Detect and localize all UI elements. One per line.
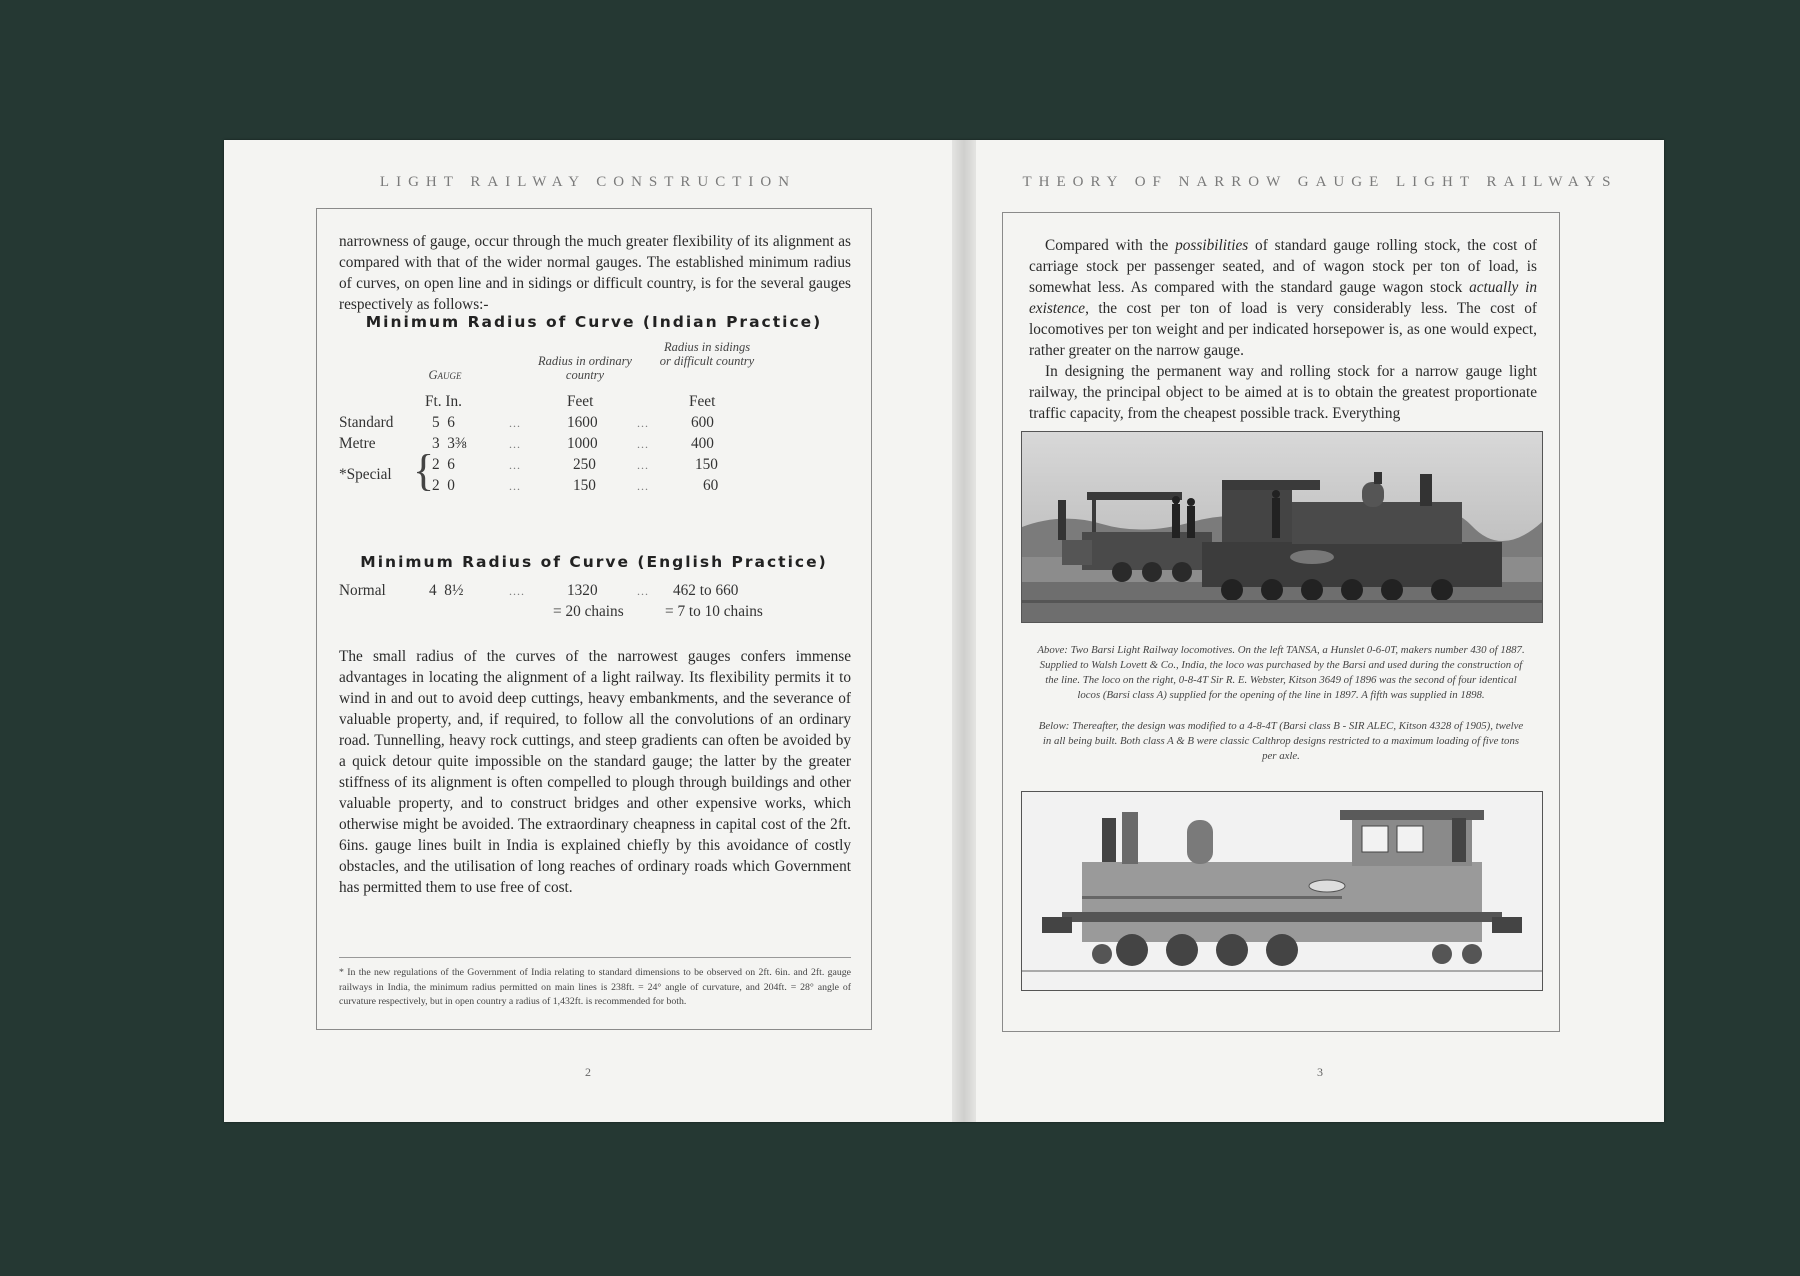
running-head-left: LIGHT RAILWAY CONSTRUCTION (379, 174, 797, 190)
english-table-title: Minimum Radius of Curve (English Practice) (360, 553, 828, 571)
leader-dots: ... (509, 458, 521, 472)
footnote-rule (339, 957, 851, 958)
col-gauge-header: Gauge (428, 368, 462, 382)
row-sidings: 462 to 660 (673, 582, 739, 599)
row-gauge: 2 0 (432, 477, 455, 494)
left-page (224, 140, 952, 1122)
photo-barsi-locomotives (1021, 431, 1543, 623)
row-sidings: 600 (691, 414, 714, 431)
leader-dots: ... (509, 437, 521, 451)
leader-dots: ... (637, 479, 649, 493)
left-text-panel (316, 208, 872, 1030)
leader-dots: ... (637, 458, 649, 472)
sidings-note: = 7 to 10 chains (665, 603, 763, 620)
book-gutter (952, 140, 976, 1122)
intro-paragraph: narrowness of gauge, occur through the much greater flexibility of its alignment as compared with that of the wider normal gauges. The established minimum radius of curves, on open line and in sidings or difficult country, is for the several gauges respectively as follows:- (339, 233, 851, 313)
row-ordinary: 1600 (567, 414, 598, 431)
right-paragraph-1 (1029, 235, 1537, 361)
right-paragraph-2: In designing the permanent way and rolling stock for a narrow gauge light railway, the principal object to be aimed at is to obtain the greatest proportionate traffic capacity, from the cheapest possible track. Everything (1029, 363, 1537, 422)
leader-dots: ... (637, 584, 649, 598)
leader-dots: ... (509, 479, 521, 493)
col-sidings-header: Radius in sidings or difficult country (659, 340, 755, 368)
row-gauge: 5 6 (432, 414, 455, 431)
emphasis-text: possibilities (1175, 237, 1249, 254)
right-content-panel (1002, 212, 1560, 1032)
page-number-left: 2 (585, 1065, 591, 1079)
row-sidings: 400 (691, 435, 714, 452)
locomotive-photo-illustration (1022, 432, 1542, 622)
indian-table-title: Minimum Radius of Curve (Indian Practice) (365, 313, 823, 331)
row-gauge: 3 3⅜ (432, 435, 467, 452)
row-name: Metre (339, 435, 376, 452)
row-gauge: 2 6 (432, 456, 455, 473)
text-segment: Compared with the (1045, 237, 1176, 254)
open-book (224, 140, 1664, 1122)
ordinary-note: = 20 chains (553, 603, 624, 620)
row-ordinary: 250 (573, 456, 596, 473)
text-segment: , the cost per ton of load is very considerably less. The cost of locomotives per ton weight and per indicated horsepower is, as one would expect, rather greater on the narrow gauge. (1029, 300, 1537, 359)
photo-sir-alec-locomotive (1021, 791, 1543, 991)
emphasis-text: actually in existence (1029, 279, 1537, 317)
right-page (976, 140, 1664, 1122)
row-ordinary: 1320 (567, 582, 598, 599)
locomotive-side-illustration (1022, 792, 1542, 990)
row-name: Standard (339, 414, 394, 431)
page-number-right: 3 (1317, 1065, 1323, 1079)
row-name: Normal (339, 582, 386, 599)
unit-gauge: Ft. In. (425, 393, 462, 410)
leader-dots: ... (637, 416, 649, 430)
row-ordinary: 1000 (567, 435, 598, 452)
row-ordinary: 150 (573, 477, 596, 494)
leader-dots: ... (509, 416, 521, 430)
footnote: * In the new regulations of the Government of India relating to standard dimensions to be observed on 2ft. 6in. and 2ft. gauge railways in India, the minimum radius permitted on main lines is 238ft. = 24° angle of curvature, and 204ft. = 28° angle of curvature respectively, but in open country a radius of 1,432ft. is recommended for both. (339, 967, 851, 1007)
leader-dots: .... (509, 584, 525, 598)
row-name-special: *Special (339, 466, 392, 483)
row-sidings: 150 (695, 456, 718, 473)
col-ordinary-header: Radius in ordinary country (538, 354, 632, 382)
running-head-right: THEORY OF NARROW GAUGE LIGHT RAILWAYS (1022, 174, 1618, 190)
body-paragraph: The small radius of the curves of the narrowest gauges confers immense advantages in locating the alignment of a light railway. Its flexibility permits it to wind in and out to avoid deep cuttings, heavy embankments, and the severance of valuable property, and, if required, to follow all the convolutions of an ordinary road. Tunnelling, heavy rock cuttings, and steep gradients can often be avoided by a quick detour quite impossible on the standard gauge; the latter by the greater stiffness of its alignment is often compelled to plough through buildings and other valuable property, and to construct bridges and other expensive works, which otherwise might be avoided. The extraordinary cheapness in capital cost of the 2ft. 6ins. gauge lines built in India is explained chiefly by this avoidance of costly obstacles, and the utilisation of long reaches of ordinary roads which Government has permitted them to use free of cost. (339, 648, 851, 896)
caption-above: Above: Two Barsi Light Railway locomotives. On the left TANSA, a Hunslet 0-6-0T, makers number 430 of 1887. Supplied to Walsh Lovett & Co., India, the loco was purchased by the Barsi and used during the construction of the line. The loco on the right, 0-8-4T Sir R. E. Webster, Kitson 3649 of 1896 was the second of four identical locos (Barsi class A) supplied for the opening of the line in 1897. A fifth was supplied in 1898. (1037, 644, 1525, 701)
brace-symbol: { (413, 446, 435, 495)
leader-dots: ... (637, 437, 649, 451)
unit-sidings: Feet (689, 393, 716, 410)
row-gauge: 4 8½ (429, 582, 464, 599)
caption-below: Below: Thereafter, the design was modified to a 4-8-4T (Barsi class B - SIR ALEC, Kitson 4328 of 1905), twelve in all being built. Both class A & B were classic Calthrop designs restricted to a maximum loading of five tons per axle. (1038, 720, 1524, 762)
unit-ordinary: Feet (567, 393, 594, 410)
row-sidings: 60 (703, 477, 719, 494)
text-segment: of standard gauge rolling stock, the cost of carriage stock per passenger seated, and of wagon stock per ton of load, is somewhat less. As compared with the standard gauge wagon stock (1029, 237, 1537, 296)
